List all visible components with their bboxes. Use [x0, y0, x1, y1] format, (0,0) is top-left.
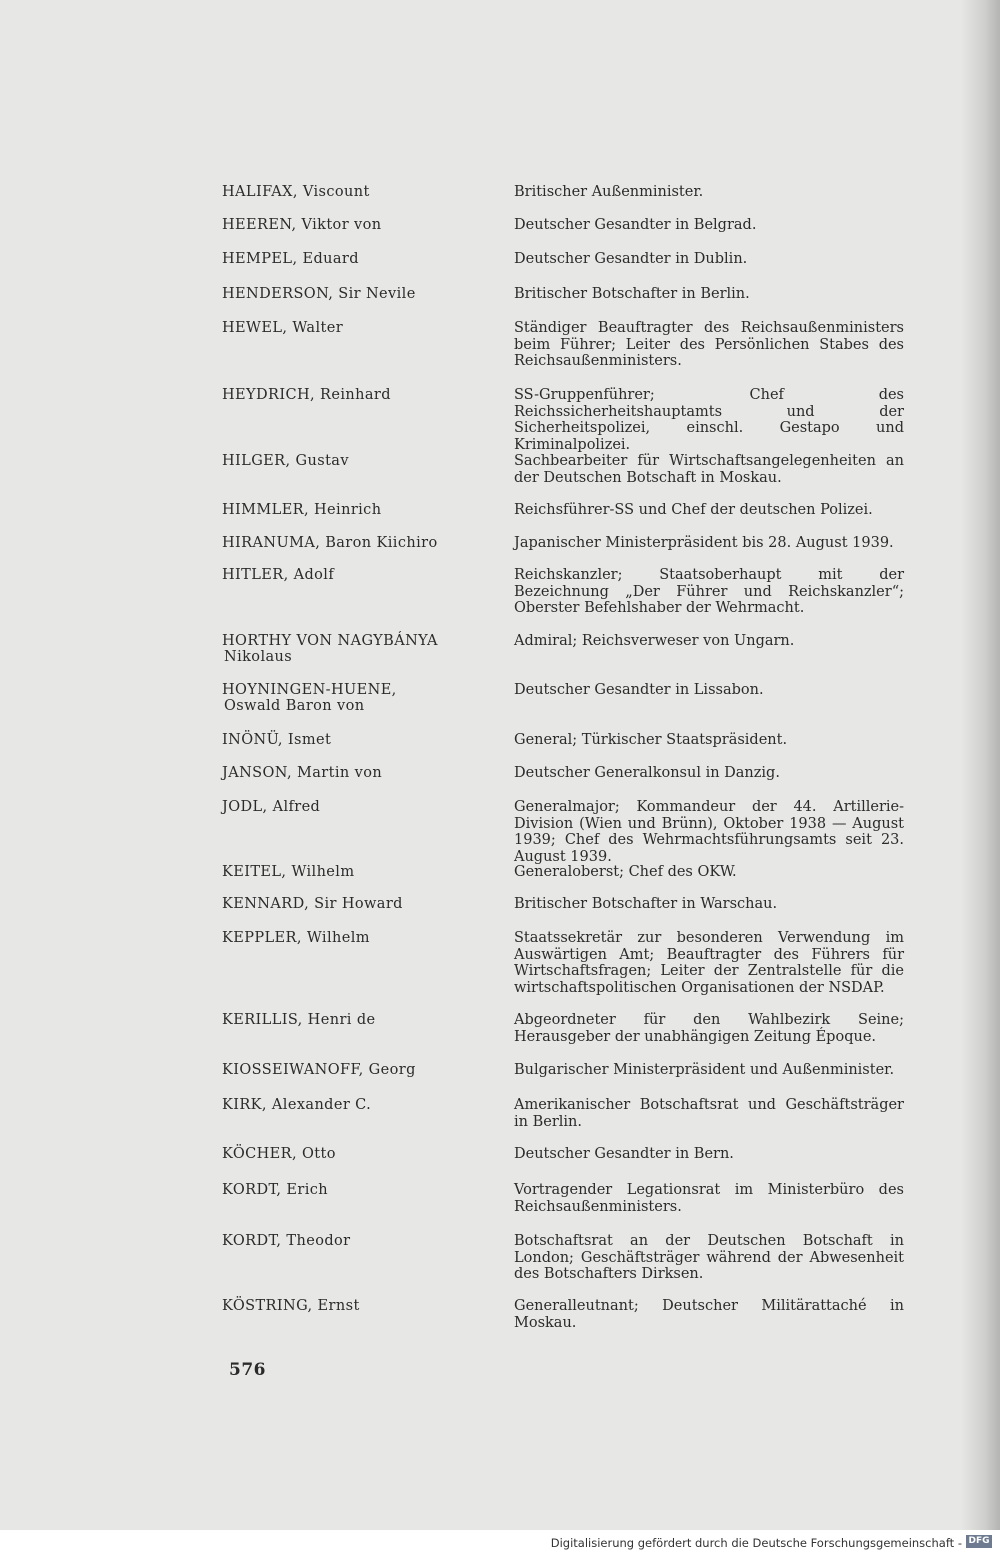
person-description: Staatssekretär zur besonderen Verwendung im Auswärtigen Amt; Beauftragter des Führers für Wirtschaftsfragen; Leiter der Zentralstelle für die wirtschaftspolitischen Organisationen der NSDAP. [514, 930, 904, 996]
person-description: Bulgarischer Ministerpräsident und Außenminister. [514, 1062, 895, 1078]
person-name: INÖNÜ, Ismet [222, 732, 332, 748]
person-name: HIMMLER, Heinrich [222, 502, 382, 518]
person-name: KÖSTRING, Ernst [222, 1298, 360, 1314]
person-description: Amerikanischer Botschaftsrat und Geschäftsträger in Berlin. [514, 1097, 904, 1130]
person-description: Ständiger Beauftragter des Reichsaußenministers beim Führer; Leiter des Persönlichen Stabes des Reichsaußenministers. [514, 320, 904, 369]
person-name: HITLER, Adolf [222, 567, 335, 583]
person-description: Deutscher Generalkonsul in Danzig. [514, 765, 780, 781]
person-description: Reichsführer-SS und Chef der deutschen Polizei. [514, 502, 873, 518]
person-description: Admiral; Reichsverweser von Ungarn. [514, 633, 795, 649]
person-description: Deutscher Gesandter in Lissabon. [514, 682, 764, 698]
person-description: Britischer Außenminister. [514, 184, 704, 200]
person-description: Deutscher Gesandter in Dublin. [514, 251, 748, 267]
footer-credit: Digitalisierung gefördert durch die Deutsche Forschungsgemeinschaft - [550, 1536, 962, 1550]
person-description: Britischer Botschafter in Berlin. [514, 286, 750, 302]
person-name: HENDERSON, Sir Nevile [222, 286, 416, 302]
person-description: Britischer Botschafter in Warschau. [514, 896, 778, 912]
person-name: KERILLIS, Henri de [222, 1012, 376, 1028]
person-description: Generaloberst; Chef des OKW. [514, 864, 737, 880]
person-description: Vortragender Legationsrat im Ministerbüro des Reichsaußenministers. [514, 1182, 904, 1215]
person-description: Abgeordneter für den Wahlbezirk Seine; Herausgeber der unabhängigen Zeitung Époque. [514, 1012, 904, 1045]
person-description: Sachbearbeiter für Wirtschaftsangelegenheiten an der Deutschen Botschaft in Moskau. [514, 453, 904, 486]
person-description: Reichskanzler; Staatsoberhaupt mit der Bezeichnung „Der Führer und Reichskanzler“; Oberster Befehlshaber der Wehrmacht. [514, 567, 904, 616]
footer-bar [0, 1530, 1000, 1554]
person-name: HEWEL, Walter [222, 320, 344, 336]
person-description: Deutscher Gesandter in Belgrad. [514, 217, 757, 233]
person-name: HEMPEL, Eduard [222, 251, 359, 267]
person-name: JANSON, Martin von [222, 765, 383, 781]
person-name: HIRANUMA, Baron Kiichiro [222, 535, 438, 551]
person-description: Botschaftsrat an der Deutschen Botschaft in London; Geschäftsträger während der Abwesenheit des Botschafters Dirksen. [514, 1233, 904, 1282]
person-description: SS-Gruppenführer; Chef des Reichssicherheitshauptamts und der Sicherheitspolizei, einschl. Gestapo und Kriminalpolizei. [514, 387, 904, 453]
person-name: HOYNINGEN-HUENE, Oswald Baron von [222, 682, 397, 714]
person-name: KÖCHER, Otto [222, 1146, 336, 1162]
person-name: HEYDRICH, Reinhard [222, 387, 391, 403]
person-name: KORDT, Theodor [222, 1233, 351, 1249]
person-description: General; Türkischer Staatspräsident. [514, 732, 788, 748]
page-number: 576 [229, 1360, 266, 1380]
person-name: HORTHY VON NAGYBÁNYA Nikolaus [222, 633, 438, 665]
person-description: Japanischer Ministerpräsident bis 28. August 1939. [514, 535, 894, 551]
person-name: KIOSSEIWANOFF, Georg [222, 1062, 416, 1078]
person-name: KENNARD, Sir Howard [222, 896, 403, 912]
person-name: HALIFAX, Viscount [222, 184, 370, 200]
person-name: HEEREN, Viktor von [222, 217, 382, 233]
person-name: KEITEL, Wilhelm [222, 864, 355, 880]
person-name: KORDT, Erich [222, 1182, 329, 1198]
person-name: KEPPLER, Wilhelm [222, 930, 370, 946]
person-description: Generalmajor; Kommandeur der 44. Artillerie-Division (Wien und Brünn), Oktober 1938 — August 1939; Chef des Wehrmachtsführungsamts seit 23. August 1939. [514, 799, 904, 865]
person-description: Deutscher Gesandter in Bern. [514, 1146, 734, 1162]
person-name: KIRK, Alexander C. [222, 1097, 372, 1113]
person-description: Generalleutnant; Deutscher Militärattaché in Moskau. [514, 1298, 904, 1331]
person-name: JODL, Alfred [222, 799, 321, 815]
person-name: HILGER, Gustav [222, 453, 349, 469]
dfg-logo-icon: DFG [966, 1535, 992, 1548]
